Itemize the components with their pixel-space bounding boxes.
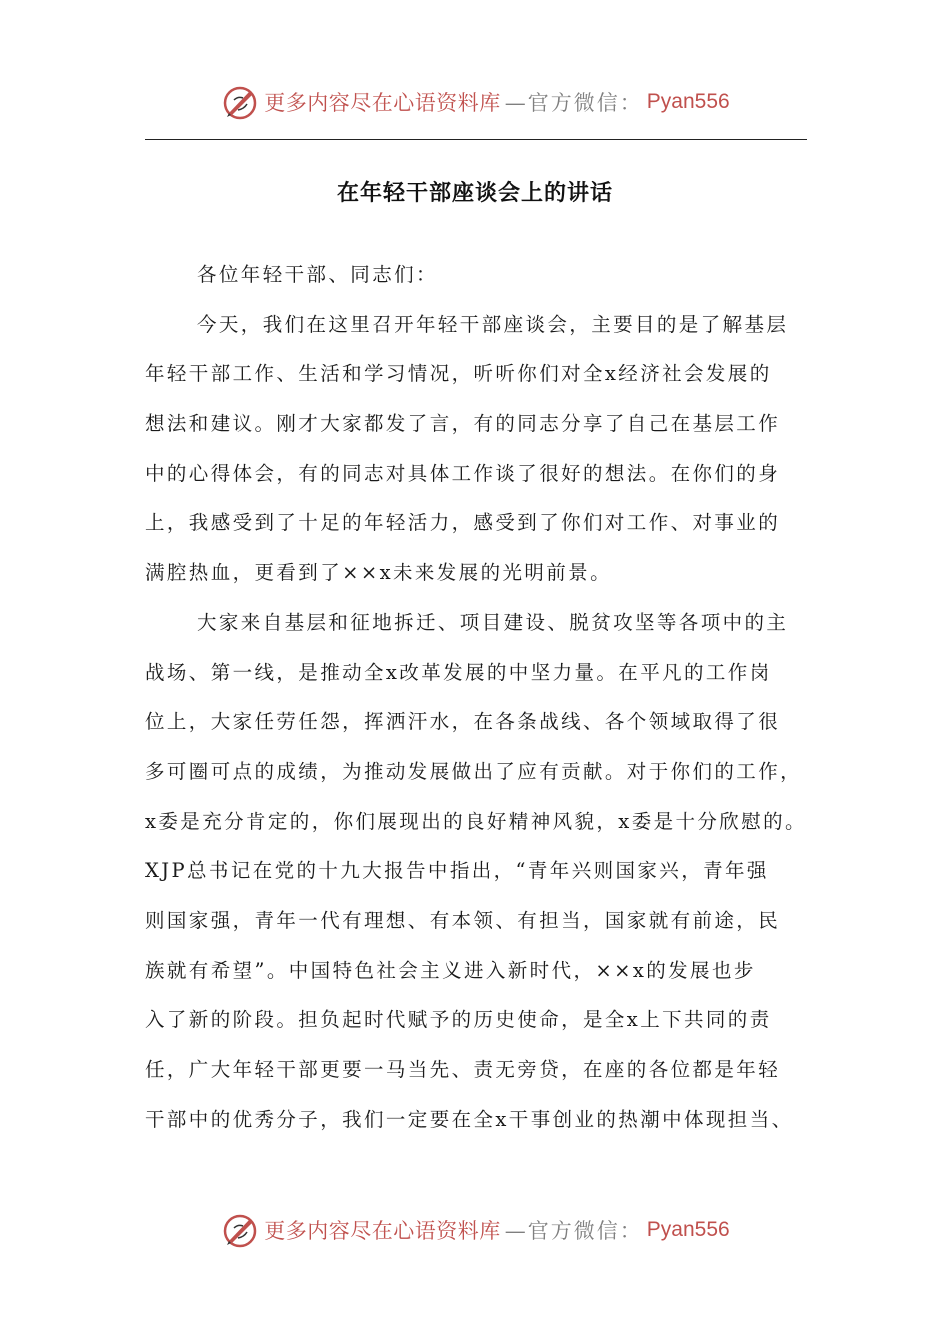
text-line: 多可圈可点的成绩，为推动发展做出了应有贡献。对于你们的工作， — [145, 759, 803, 783]
document-body — [145, 250, 825, 1144]
text-line: XJP总书记在党的十九大报告中指出，“青年兴则国家兴，青年强 — [145, 859, 769, 883]
document-title: 在年轻干部座谈会上的讲话 — [336, 181, 613, 206]
footer-banner-wechat-id: Pyan556 — [646, 1218, 730, 1241]
text-line: 想法和建议。刚才大家都发了言，有的同志分享了自己在基层工作 — [145, 412, 781, 436]
header-banner-content — [220, 82, 729, 122]
text-line: 族就有希望”。中国特色社会主义进入新时代，××x的发展也步 — [145, 958, 756, 982]
text-line: 任，广大年轻干部更要一马当先、责无旁贷，在座的各位都是年轻 — [145, 1058, 781, 1081]
footer-banner-title: 更多内容尽在心语资料库 — [264, 1219, 501, 1243]
text-line: 年轻干部工作、生活和学习情况，听听你们对全x经济社会发展的 — [145, 362, 772, 386]
header-divider — [145, 139, 807, 140]
footer-banner-content — [220, 1210, 729, 1250]
text-line: 上，我感受到了十足的年轻活力，感受到了你们对工作、对事业的 — [145, 511, 781, 535]
text-line: 干部中的优秀分子，我们一定要在全x干事创业的热潮中体现担当、 — [145, 1107, 794, 1131]
text-line: 位上，大家任劳任怨，挥洒汗水，在各条战线、各个领域取得了很 — [145, 710, 781, 734]
text-line: 中的心得体会，有的同志对具体工作谈了很好的想法。在你们的身 — [145, 461, 781, 485]
footer-banner-label: —官方微信： — [504, 1219, 643, 1243]
pen-logo-icon — [220, 82, 260, 122]
text-line: 则国家强，青年一代有理想、有本领、有担当，国家就有前途，民 — [145, 908, 781, 932]
text-line: 战场、第一线，是推动全x改革发展的中坚力量。在平凡的工作岗 — [145, 660, 772, 684]
header-banner-label: —官方微信： — [504, 91, 643, 115]
header-banner-title: 更多内容尽在心语资料库 — [264, 91, 501, 115]
text-line: 今天，我们在这里召开年轻干部座谈会，主要目的是了解基层 — [197, 312, 789, 336]
header-banner — [0, 80, 950, 124]
header-banner-wechat-id: Pyan556 — [646, 90, 730, 113]
text-line: 大家来自基层和征地拆迁、项目建设、脱贫攻坚等各项中的主 — [197, 610, 789, 634]
text-line: 入了新的阶段。担负起时代赋予的历史使命，是全x上下共同的责 — [145, 1008, 772, 1032]
text-line: 各位年轻干部、同志们： — [197, 263, 438, 286]
text-line: 满腔热血，更看到了××x未来发展的光明前景。 — [145, 561, 612, 585]
text-line: x委是充分肯定的，你们展现出的良好精神风貌，x委是十分欣慰的。 — [145, 809, 807, 833]
footer-banner — [0, 1208, 950, 1252]
pen-logo-icon — [220, 1210, 260, 1250]
